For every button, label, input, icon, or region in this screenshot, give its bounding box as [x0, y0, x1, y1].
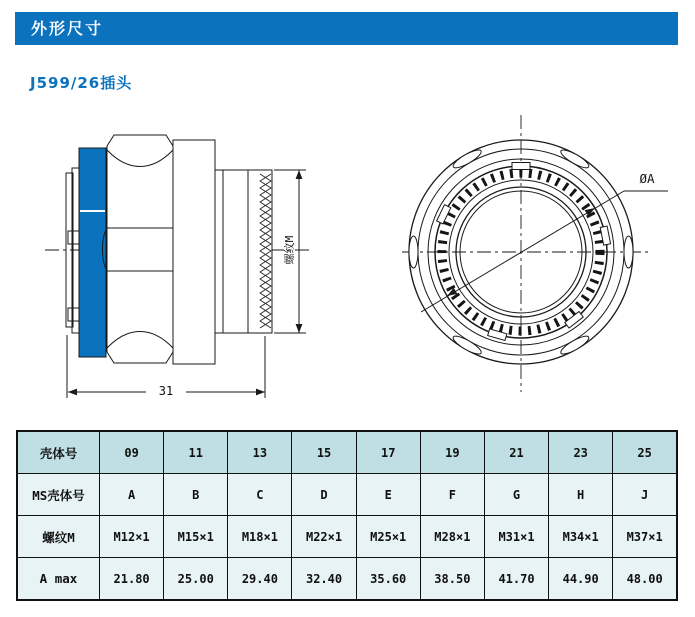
table-cell: M31×1 — [484, 516, 548, 558]
table-cell: J — [613, 474, 677, 516]
hex-coupling-nut — [103, 135, 178, 363]
table-cell: M22×1 — [292, 516, 356, 558]
table-cell: 44.90 — [549, 558, 613, 601]
dimension-thread-label: 螺纹M — [283, 235, 296, 265]
table-cell: 48.00 — [613, 558, 677, 601]
table-cell: M25×1 — [356, 516, 420, 558]
table-cell: H — [549, 474, 613, 516]
table-cell: M28×1 — [420, 516, 484, 558]
table-cell: M15×1 — [164, 516, 228, 558]
front-view — [402, 115, 668, 392]
table-cell: M37×1 — [613, 516, 677, 558]
section-title: 外形尺寸 — [31, 19, 104, 38]
table-cell: 35.60 — [356, 558, 420, 601]
table-cell: 11 — [164, 431, 228, 474]
product-subtitle: J599/26插头 — [30, 74, 133, 92]
table-cell: 32.40 — [292, 558, 356, 601]
row-label: MS壳体号 — [17, 474, 100, 516]
table-cell: E — [356, 474, 420, 516]
table-cell: B — [164, 474, 228, 516]
coupling-front-face — [66, 168, 79, 333]
table-cell: 13 — [228, 431, 292, 474]
table-cell: M12×1 — [100, 516, 164, 558]
table-cell: 38.50 — [420, 558, 484, 601]
table-row — [17, 516, 677, 558]
table-cell: 19 — [420, 431, 484, 474]
table-row — [17, 431, 677, 474]
seal-band — [79, 148, 106, 357]
shell-dimension-table — [16, 430, 678, 601]
row-label: 螺纹M — [17, 516, 100, 558]
table-cell: 23 — [549, 431, 613, 474]
table-cell: C — [228, 474, 292, 516]
row-label: 壳体号 — [17, 431, 100, 474]
table-row — [17, 474, 677, 516]
table-cell: 25.00 — [164, 558, 228, 601]
table-row — [17, 558, 677, 601]
table-cell: F — [420, 474, 484, 516]
table-cell: G — [484, 474, 548, 516]
table-cell: D — [292, 474, 356, 516]
table-cell: 21 — [484, 431, 548, 474]
table-cell: 21.80 — [100, 558, 164, 601]
table-cell: M18×1 — [228, 516, 292, 558]
connector-body — [173, 140, 215, 364]
table-cell: 15 — [292, 431, 356, 474]
table-cell: A — [100, 474, 164, 516]
table-cell: 17 — [356, 431, 420, 474]
table-cell: M34×1 — [549, 516, 613, 558]
side-view — [45, 135, 312, 398]
row-label: A max — [17, 558, 100, 601]
table-cell: 09 — [100, 431, 164, 474]
table-cell: 29.40 — [228, 558, 292, 601]
rear-thread-section — [215, 170, 272, 333]
dimension-length-label: 31 — [146, 384, 186, 398]
table-cell: 25 — [613, 431, 677, 474]
dimension-diameter-label: ØA — [639, 171, 655, 186]
table-cell: 41.70 — [484, 558, 548, 601]
